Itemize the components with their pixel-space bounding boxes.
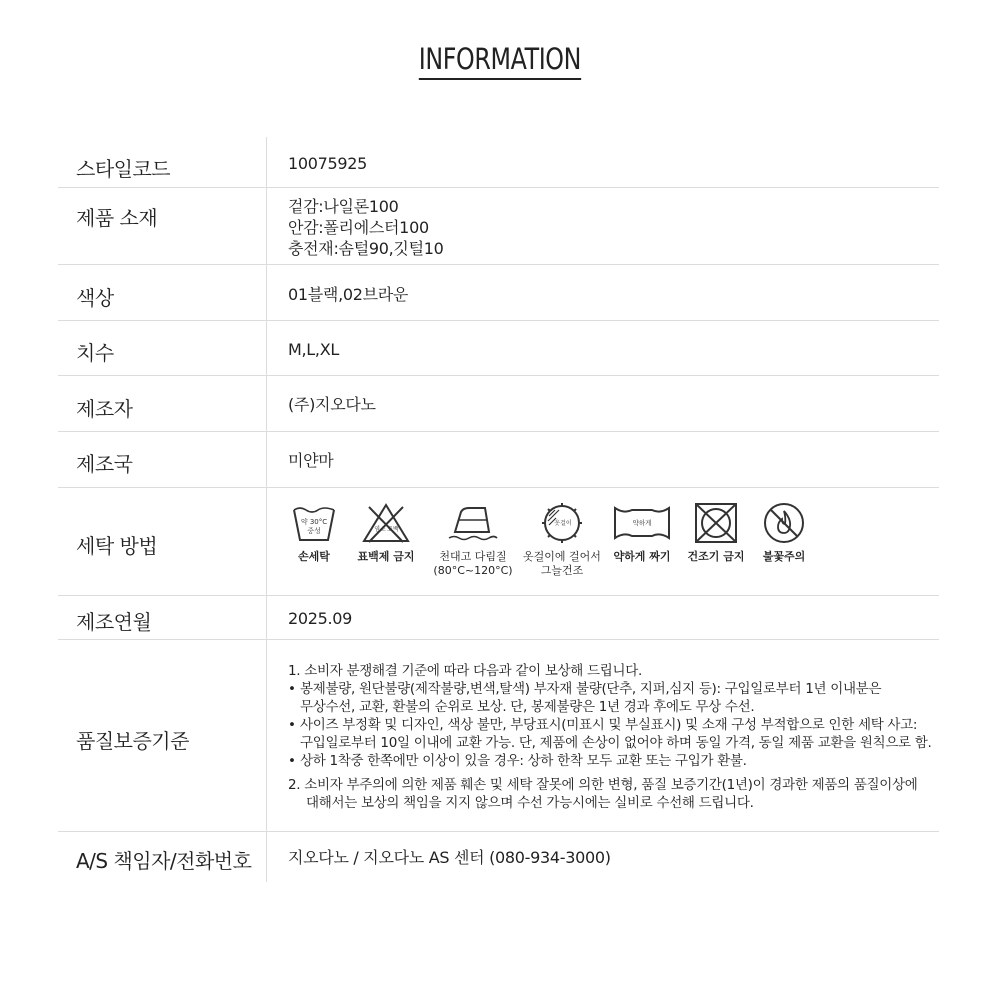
- warranty-item-2: [288, 776, 938, 812]
- iron-caption: 천대고 다림질: [439, 550, 507, 563]
- column-divider: [266, 488, 267, 595]
- column-divider: [266, 321, 267, 375]
- row-washing: [58, 488, 939, 596]
- row-country: [58, 432, 939, 488]
- care-iron: [430, 502, 516, 578]
- warranty-bullet-line: 봉제불량, 원단불량(제작불량,변색,탈색) 부자재 불량(단추, 지퍼,심지 등): 구입일로부터 1년 이내분은: [300, 681, 882, 697]
- column-divider: [266, 137, 267, 187]
- hand-wash-icon: [291, 502, 337, 544]
- column-divider: [266, 596, 267, 639]
- hand-wash-caption: 손세탁: [298, 550, 330, 563]
- row-date: [58, 596, 939, 640]
- page-title: INFORMATION: [0, 42, 1000, 80]
- hand-wash-inner-text: 중성: [307, 527, 321, 535]
- care-gentle-wring: [606, 502, 678, 564]
- column-divider: [266, 640, 267, 831]
- no-tumble-dry-caption: 건조기 금지: [687, 550, 745, 563]
- care-icons: [284, 502, 844, 592]
- flammable-caption: 불꽃주의: [762, 550, 806, 563]
- color-label: 색상: [76, 286, 114, 310]
- style-code-value: 10075925: [288, 154, 368, 173]
- hang-dry-icon: [539, 502, 585, 544]
- no-bleach-inner-text: 표백: [387, 526, 399, 533]
- material-line: 안감:폴리에스터100: [288, 218, 429, 237]
- material-line: 충전재:솜털90,깃털10: [288, 239, 444, 258]
- iron-icon: [445, 502, 501, 544]
- warranty-text: [288, 662, 938, 812]
- country-value: 미얀마: [288, 451, 334, 470]
- care-flammable: [752, 502, 816, 564]
- column-divider: [266, 265, 267, 320]
- no-bleach-inner-text: 염소: [374, 526, 386, 533]
- hang-dry-subcaption: 그늘건조: [540, 564, 584, 577]
- column-divider: [266, 832, 267, 882]
- iron-subcaption: (80°C~120°C): [433, 564, 513, 577]
- column-divider: [266, 376, 267, 431]
- care-no-tumble-dry: [680, 502, 752, 564]
- size-label: 치수: [76, 341, 114, 365]
- date-value: 2025.09: [288, 609, 353, 628]
- size-value: M,L,XL: [288, 340, 339, 359]
- warranty-bullet: [288, 752, 938, 770]
- row-warranty: [58, 640, 939, 832]
- bullet-mark: •: [288, 681, 296, 697]
- gentle-wring-caption: 약하게 짜기: [613, 550, 671, 563]
- flammable-icon: [761, 502, 807, 544]
- warranty-item-2-line: 2. 소비자 부주의에 의한 제품 훼손 및 세탁 잘못에 의한 변형, 품질 보증기간(1년)이 경과한 제품의 품질이상에: [288, 777, 918, 793]
- column-divider: [266, 188, 267, 264]
- warranty-bullet-line: 구입일로부터 10일 이내에 교환 가능. 단, 제품에 손상이 없어야 하며 동일 가격, 동일 제품 교환을 원칙으로 함.: [300, 735, 932, 751]
- country-label: 제조국: [76, 452, 133, 476]
- maker-value: (주)지오다노: [288, 395, 376, 414]
- warranty-bullet-line: 사이즈 부정확 및 디자인, 색상 불만, 부당표시(미표시 및 부실표시) 및 소재 구성 부적합으로 인한 세탁 사고:: [300, 717, 918, 733]
- care-hang-dry: [518, 502, 606, 578]
- row-as: [58, 832, 939, 882]
- warranty-bullet-line: 상하 1착중 한쪽에만 이상이 있을 경우: 상하 한착 모두 교환 또는 구입가 환불.: [300, 753, 747, 769]
- warranty-bullet: [288, 716, 938, 752]
- warranty-bullet: [288, 680, 938, 716]
- column-divider: [266, 432, 267, 487]
- no-bleach-caption: 표백제 금지: [357, 550, 415, 563]
- warranty-item-2-line: 대해서는 보상의 책임을 지지 않으며 수선 가능시에는 실비로 수선해 드립니다.: [306, 795, 754, 811]
- hand-wash-inner-text: 약 30°C: [300, 518, 328, 526]
- maker-label: 제조자: [76, 397, 133, 421]
- date-label: 제조연월: [76, 610, 152, 634]
- care-hand-wash: [284, 502, 344, 564]
- style-code-label: 스타일코드: [76, 157, 171, 181]
- gentle-wring-inner-text: 약하게: [632, 519, 652, 527]
- no-tumble-dry-icon: [693, 502, 739, 544]
- bullet-mark: •: [288, 753, 296, 769]
- as-value: 지오다노 / 지오다노 AS 센터 (080-934-3000): [288, 848, 611, 867]
- warranty-label: 품질보증기준: [76, 729, 189, 753]
- gentle-wring-icon: [612, 502, 672, 544]
- row-material: [58, 188, 939, 265]
- hang-dry-caption: 옷걸이에 걸어서: [523, 550, 601, 563]
- washing-label: 세탁 방법: [76, 534, 158, 558]
- hang-dry-inner-text: 옷걸이: [554, 520, 572, 527]
- material-line: 겉감:나일론100: [288, 197, 399, 216]
- care-no-bleach: [346, 502, 426, 564]
- warranty-bullet-line: 무상수선, 교환, 환불의 순위로 보상. 단, 봉제불량은 1년 경과 후에도 무상 수선.: [300, 699, 755, 715]
- row-style-code: [58, 137, 939, 188]
- info-table: [58, 137, 939, 882]
- material-label: 제품 소재: [76, 206, 158, 230]
- no-bleach-icon: [361, 502, 411, 544]
- as-label: A/S 책임자/전화번호: [76, 849, 252, 873]
- color-value: 01블랙,02브라운: [288, 285, 409, 304]
- material-value: [288, 196, 444, 259]
- warranty-item-1: 1. 소비자 분쟁해결 기준에 따라 다음과 같이 보상해 드립니다.: [288, 663, 642, 679]
- row-maker: [58, 376, 939, 432]
- row-size: [58, 321, 939, 376]
- bullet-mark: •: [288, 717, 296, 733]
- row-color: [58, 265, 939, 321]
